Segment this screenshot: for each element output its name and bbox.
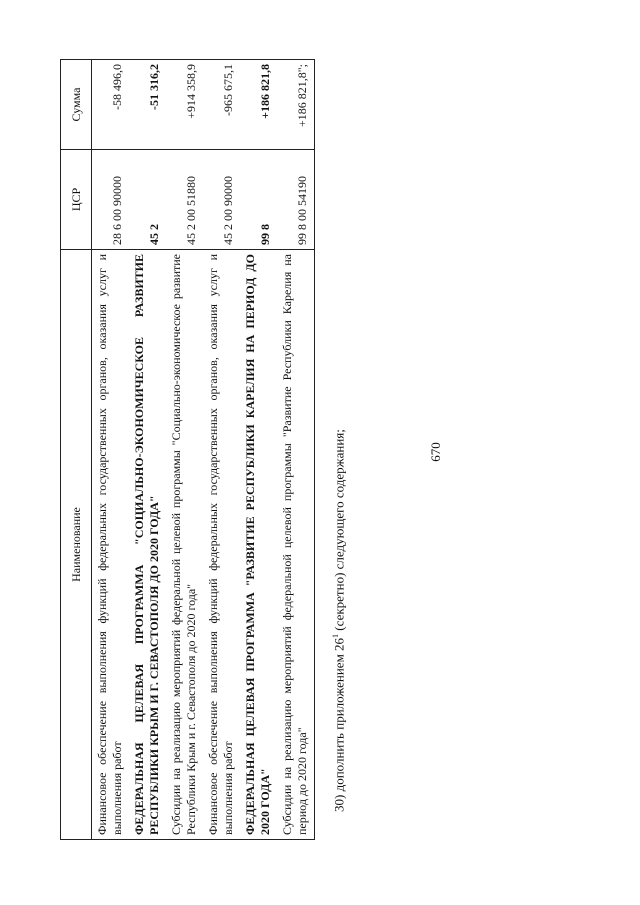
page-number: 670 (428, 442, 443, 462)
row-csr: 99 8 (240, 150, 277, 250)
header-name: Наименование (61, 250, 92, 840)
row-csr: 99 8 00 54190 (277, 150, 315, 250)
row-name: ФЕДЕРАЛЬНАЯ ЦЕЛЕВАЯ ПРОГРАММА "СОЦИАЛЬНО-ЭКОНОМИЧЕСКОЕ РАЗВИТИЕ РЕСПУБЛИКИ КРЫМ И Г. СЕВАСТОПОЛЯ ДО 2020 ГОДА" (129, 250, 166, 840)
row-sum: -965 675,1 (203, 60, 240, 150)
row-name: Финансовое обеспечение выполнения функций федеральных государственных органов, оказания услуг и выполнения работ (92, 250, 130, 840)
row-csr: 45 2 00 51880 (166, 150, 203, 250)
header-csr: ЦСР (61, 150, 92, 250)
footer-superscript: 1 (331, 633, 340, 638)
row-sum: +914 358,9 (166, 60, 203, 150)
footer-text-after: (секретно) следующего содержания; (331, 429, 347, 634)
footer-paragraph (331, 60, 347, 840)
row-csr: 45 2 (129, 150, 166, 250)
row-name: Субсидии на реализацию мероприятий федеральной целевой программы "Развитие Республики Карелия на период до 2020 года" (277, 250, 315, 840)
row-sum: +186 821,8 (240, 60, 277, 150)
row-csr: 45 2 00 90000 (203, 150, 240, 250)
header-sum: Сумма (61, 60, 92, 150)
table-row (240, 60, 277, 840)
rotated-content (60, 60, 347, 840)
row-name: ФЕДЕРАЛЬНАЯ ЦЕЛЕВАЯ ПРОГРАММА "РАЗВИТИЕ РЕСПУБЛИКИ КАРЕЛИЯ НА ПЕРИОД ДО 2020 ГОДА" (240, 250, 277, 840)
footer-text-before: 30) дополнить приложением 26 (331, 637, 347, 812)
row-sum: -58 496,0 (92, 60, 130, 150)
row-sum: +186 821,8"; (277, 60, 315, 150)
row-name: Финансовое обеспечение выполнения функций федеральных государственных органов, оказания услуг и выполнения работ (203, 250, 240, 840)
table-row (129, 60, 166, 840)
row-sum: -51 316,2 (129, 60, 166, 150)
budget-table (60, 59, 315, 840)
table-row (92, 60, 130, 840)
table-row (166, 60, 203, 840)
row-csr: 28 6 00 90000 (92, 150, 130, 250)
table-header-row (61, 60, 92, 840)
table-row (203, 60, 240, 840)
table-row (277, 60, 315, 840)
row-name: Субсидии на реализацию мероприятий федеральной целевой программы "Социально-экономическое развитие Республики Крым и г. Севастополя до 2020 года" (166, 250, 203, 840)
